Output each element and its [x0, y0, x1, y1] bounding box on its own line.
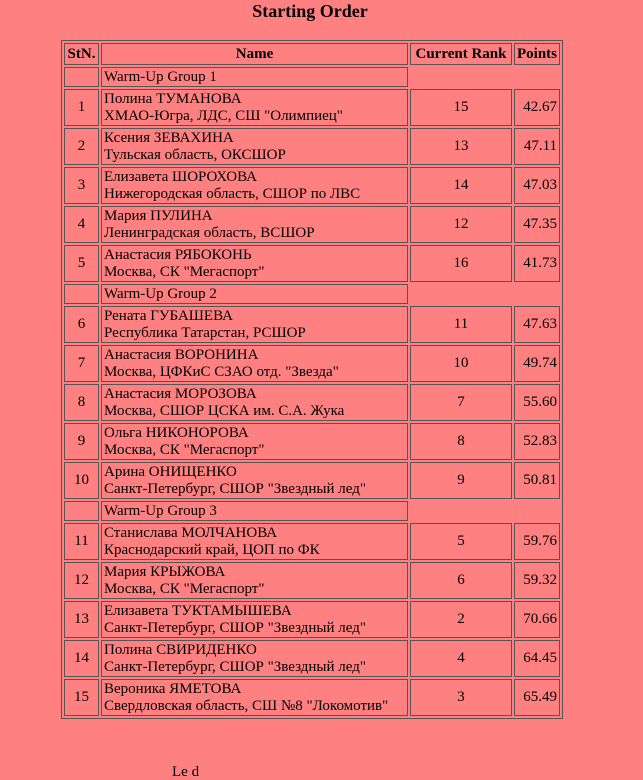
column-header-start-number: StN.: [64, 43, 99, 65]
start-number: 7: [64, 345, 99, 382]
cut-off-footer-text: Lе d: [172, 764, 200, 780]
skater-name: Полина ТУМАНОВА: [104, 90, 242, 107]
skater-cell: [101, 462, 408, 499]
skater-name: Елизавета ШОРОХОВА: [104, 168, 258, 185]
current-rank: 14: [410, 167, 512, 204]
group-spacer-cell: [64, 67, 99, 87]
current-rank: 8: [410, 423, 512, 460]
skater-cell: [101, 206, 408, 243]
skater-cell: [101, 523, 408, 560]
start-number: 9: [64, 423, 99, 460]
start-number: 11: [64, 523, 99, 560]
skater-name: Мария КРЫЖОВА: [104, 563, 226, 580]
points: 59.76: [514, 523, 560, 560]
start-number: 5: [64, 245, 99, 282]
current-rank: 3: [410, 679, 512, 716]
skater-club: Свердловская область, СШ №8 "Локомотив": [104, 697, 389, 714]
skater-club: Москва, СК "Мегаспорт": [104, 580, 265, 597]
table-row: [64, 306, 560, 343]
skater-name: Мария ПУЛИНА: [104, 207, 213, 224]
skater-cell: [101, 384, 408, 421]
skater-cell: [101, 640, 408, 677]
skater-club: Республика Татарстан, РСШОР: [104, 324, 306, 341]
warm-up-group-label: Warm-Up Group 2: [101, 284, 408, 304]
skater-club: Санкт-Петербург, СШОР "Звездный лед": [104, 619, 366, 636]
table-row: [64, 462, 560, 499]
start-number: 15: [64, 679, 99, 716]
current-rank: 9: [410, 462, 512, 499]
points: 41.73: [514, 245, 560, 282]
current-rank: 7: [410, 384, 512, 421]
table-row: [64, 167, 560, 204]
points: 47.35: [514, 206, 560, 243]
start-number: 8: [64, 384, 99, 421]
start-number: 1: [64, 89, 99, 126]
skater-name: Ксения ЗЕВАХИНА: [104, 129, 234, 146]
page-title: Starting Order: [252, 1, 368, 21]
skater-name: Полина СВИРИДЕНКО: [104, 641, 257, 658]
current-rank: 5: [410, 523, 512, 560]
skater-cell: [101, 423, 408, 460]
start-number: 14: [64, 640, 99, 677]
current-rank: 6: [410, 562, 512, 599]
skater-club: Москва, ЦФКиС СЗАО отд. "Звезда": [104, 363, 339, 380]
points: 42.67: [514, 89, 560, 126]
group-spacer-cell: [64, 501, 99, 521]
points: 47.63: [514, 306, 560, 343]
skater-name: Анастасия РЯБОКОНЬ: [104, 246, 252, 263]
skater-club: Санкт-Петербург, СШОР "Звездный лед": [104, 480, 366, 497]
skater-cell: [101, 167, 408, 204]
group-spacer-cell: [64, 284, 99, 304]
current-rank: 11: [410, 306, 512, 343]
skater-club: ХМАО-Югра, ЛДС, СШ "Олимпиец": [104, 107, 343, 124]
table-row: [64, 128, 560, 165]
skater-name: Рената ГУБАШЕВА: [104, 307, 233, 324]
skater-name: Елизавета ТУКТАМЫШЕВА: [104, 602, 292, 619]
skater-name: Анастасия МОРОЗОВА: [104, 385, 257, 402]
skater-club: Москва, СК "Мегаспорт": [104, 263, 265, 280]
skater-club: Москва, СК "Мегаспорт": [104, 441, 265, 458]
points: 65.49: [514, 679, 560, 716]
warm-up-group-row: [64, 284, 560, 304]
start-number: 4: [64, 206, 99, 243]
table-row: [64, 89, 560, 126]
skater-name: Арина ОНИЩЕНКО: [104, 463, 237, 480]
skater-cell: [101, 245, 408, 282]
current-rank: 16: [410, 245, 512, 282]
skater-cell: [101, 306, 408, 343]
skater-cell: [101, 128, 408, 165]
start-number: 12: [64, 562, 99, 599]
warm-up-group-row: [64, 501, 560, 521]
skater-cell: [101, 601, 408, 638]
skater-club: Краснодарский край, ЦОП по ФК: [104, 541, 320, 558]
points: 52.83: [514, 423, 560, 460]
table-row: [64, 562, 560, 599]
start-number: 3: [64, 167, 99, 204]
current-rank: 12: [410, 206, 512, 243]
current-rank: 15: [410, 89, 512, 126]
skater-cell: [101, 679, 408, 716]
points: 55.60: [514, 384, 560, 421]
skater-name: Станислава МОЛЧАНОВА: [104, 524, 278, 541]
start-number: 6: [64, 306, 99, 343]
column-header-points: Points: [514, 43, 560, 65]
warm-up-group-row: [64, 67, 560, 87]
skater-club: Санкт-Петербург, СШОР "Звездный лед": [104, 658, 366, 675]
skater-club: Москва, СШОР ЦСКА им. С.А. Жука: [104, 402, 345, 419]
skater-club: Тульская область, ОКСШОР: [104, 146, 286, 163]
table-body: [64, 67, 560, 716]
warm-up-group-label: Warm-Up Group 3: [101, 501, 408, 521]
current-rank: 2: [410, 601, 512, 638]
table-row: [64, 345, 560, 382]
current-rank: 10: [410, 345, 512, 382]
skater-name: Ольга НИКОНОРОВА: [104, 424, 249, 441]
table-row: [64, 679, 560, 716]
column-header-name: Name: [101, 43, 408, 65]
table-row: [64, 640, 560, 677]
points: 70.66: [514, 601, 560, 638]
table-row: [64, 206, 560, 243]
table-row: [64, 523, 560, 560]
start-number: 10: [64, 462, 99, 499]
warm-up-group-label: Warm-Up Group 1: [101, 67, 408, 87]
starting-order-table: [61, 40, 563, 719]
skater-name: Вероника ЯМЕТОВА: [104, 680, 242, 697]
current-rank: 13: [410, 128, 512, 165]
points: 47.03: [514, 167, 560, 204]
start-number: 2: [64, 128, 99, 165]
points: 59.32: [514, 562, 560, 599]
skater-name: Анастасия ВОРОНИНА: [104, 346, 259, 363]
current-rank: 4: [410, 640, 512, 677]
table-row: [64, 384, 560, 421]
table-row: [64, 245, 560, 282]
skater-cell: [101, 89, 408, 126]
table-row: [64, 423, 560, 460]
skater-cell: [101, 345, 408, 382]
skater-cell: [101, 562, 408, 599]
skater-club: Ленинградская область, ВСШОР: [104, 224, 315, 241]
skater-club: Нижегородская область, СШОР по ЛВС: [104, 185, 361, 202]
column-header-current-rank: Current Rank: [410, 43, 512, 65]
table-header-row: [64, 43, 560, 65]
start-number: 13: [64, 601, 99, 638]
table-row: [64, 601, 560, 638]
points: 47.11: [514, 128, 560, 165]
points: 50.81: [514, 462, 560, 499]
points: 49.74: [514, 345, 560, 382]
points: 64.45: [514, 640, 560, 677]
